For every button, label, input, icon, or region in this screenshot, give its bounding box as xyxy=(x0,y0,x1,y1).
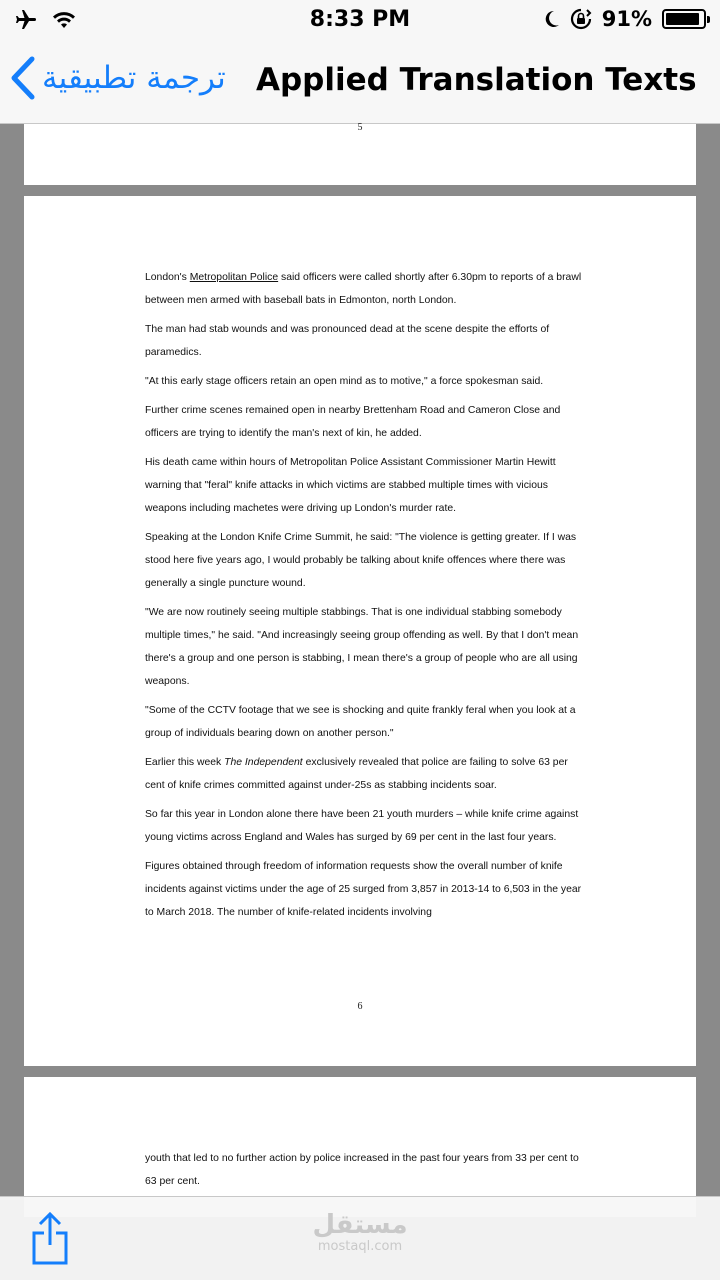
bottom-toolbar xyxy=(0,1196,720,1280)
page-number: 5 xyxy=(357,122,363,133)
paragraph: So far this year in London alone there have been 21 youth murders – while knife crime against young victims across England and Wales has surged by 69 per cent in the last four years. xyxy=(145,809,579,843)
back-button[interactable] xyxy=(10,56,226,100)
navigation-bar xyxy=(0,40,720,124)
paragraph-text: said officers were called shortly after 6.30pm to reports of a brawl between men armed with baseball bats in Edmonton, north London. xyxy=(145,272,582,306)
chevron-left-icon xyxy=(10,56,36,100)
paragraph: "We are now routinely seeing multiple stabbings. That is one individual stabbing somebody multiple times," he said. "And increasingly seeing group offending as well. By that I don't mean there's a group and one person is stabbing, I mean there's a group of people who are all using weapons. xyxy=(145,607,579,687)
document-page-current xyxy=(24,196,696,1066)
document-body xyxy=(145,1147,585,1199)
paragraph: Figures obtained through freedom of information requests show the overall number of knife incidents against victims under the age of 25 surged from 3,857 in 2013-14 to 6,503 in the year to March 2018. The number of knife-related incidents involving xyxy=(145,861,582,918)
paragraph: Further crime scenes remained open in nearby Brettenham Road and Cameron Close and officers are trying to identify the man's next of kin, he added. xyxy=(145,405,561,439)
battery-percent: 91% xyxy=(601,7,652,31)
watermark-logo: مستقل xyxy=(312,1210,408,1240)
page-title: Applied Translation Texts xyxy=(256,62,697,98)
document-body xyxy=(145,266,585,930)
page-number: 6 xyxy=(357,1001,363,1012)
status-right xyxy=(542,7,706,31)
share-button[interactable] xyxy=(28,1211,72,1267)
watermark xyxy=(300,1211,420,1254)
battery-fill xyxy=(666,13,699,25)
publication-name: The Independent xyxy=(224,757,303,768)
paragraph-text: Earlier this week xyxy=(145,757,225,768)
paragraph-text: exclusively revealed that police are failing to solve 63 per cent of knife crimes committed against under-25s as stabbing incidents soar. xyxy=(145,757,568,791)
share-icon xyxy=(28,1211,72,1267)
paragraph: "Some of the CCTV footage that we see is shocking and quite frankly feral when you look at a group of individuals bearing down on another person." xyxy=(145,705,576,739)
status-time: 8:33 PM xyxy=(309,7,411,32)
paragraph xyxy=(145,751,585,797)
metropolitan-police-link[interactable]: Metropolitan Police xyxy=(189,272,279,283)
battery-icon xyxy=(662,9,706,29)
paragraph: "At this early stage officers retain an open mind as to motive," a force spokesman said. xyxy=(145,376,544,387)
paragraph: The man had stab wounds and was pronounced dead at the scene despite the efforts of paramedics. xyxy=(145,324,550,358)
orientation-lock-icon xyxy=(570,8,592,30)
paragraph: His death came within hours of Metropolitan Police Assistant Commissioner Martin Hewitt warning that "feral" knife attacks in which victims are stabbed multiple times with vicious weapons including machetes were driving up London's murder rate. xyxy=(145,457,556,514)
paragraph: Speaking at the London Knife Crime Summit, he said: "The violence is getting greater. If I was stood here five years ago, I would probably be talking about knife offences where there was generally a single puncture wound. xyxy=(145,532,577,589)
watermark-url: mostaql.com xyxy=(317,1239,403,1254)
moon-icon xyxy=(542,9,560,29)
paragraph xyxy=(145,266,585,312)
paragraph-text: London's xyxy=(145,272,190,283)
back-label: ترجمة تطبيقية xyxy=(42,60,226,96)
status-bar xyxy=(0,0,720,40)
document-page-previous xyxy=(24,124,696,185)
paragraph: youth that led to no further action by police increased in the past four years from 33 per cent to 63 per cent. xyxy=(145,1153,579,1187)
